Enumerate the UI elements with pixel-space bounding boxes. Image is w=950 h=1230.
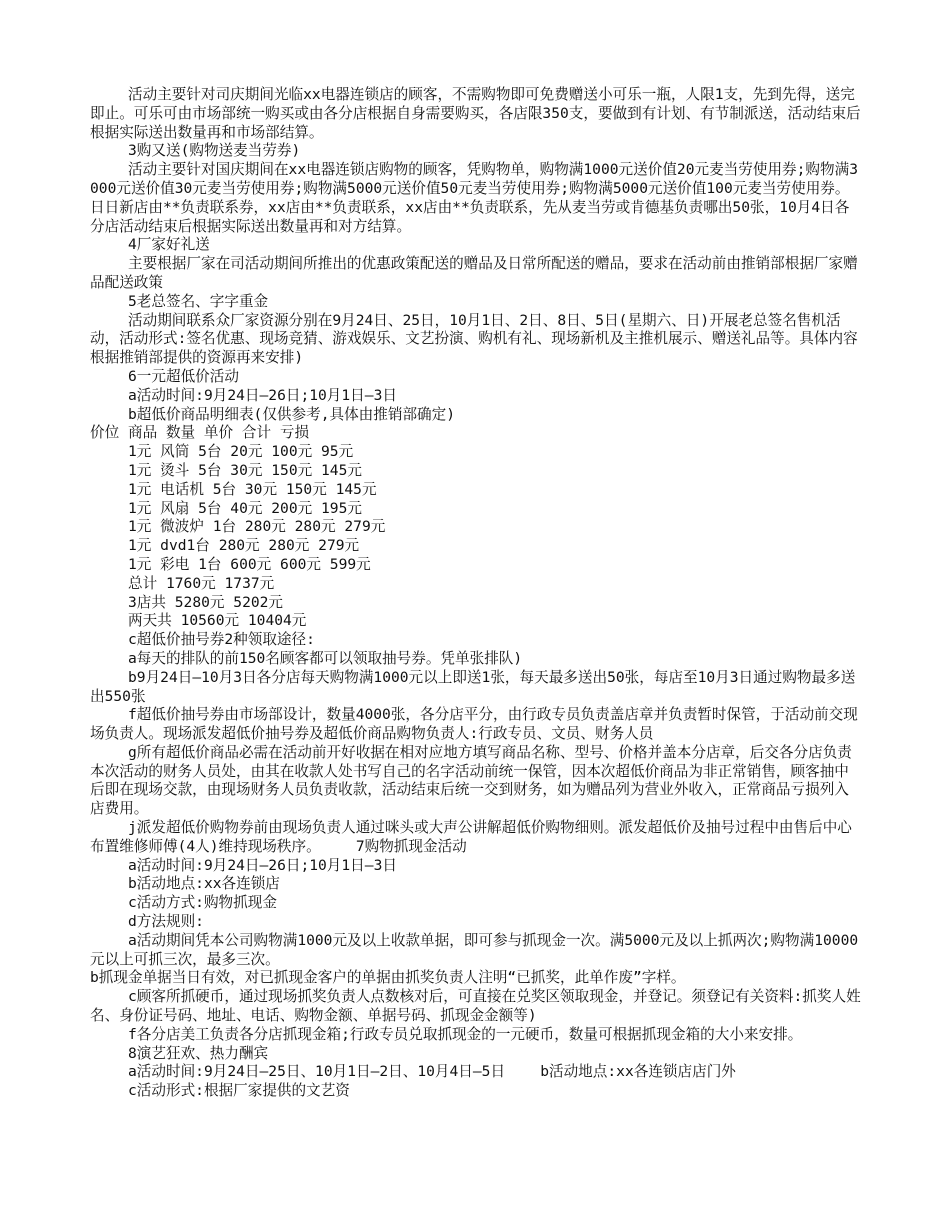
section-heading: 5老总签名、字字重金: [128, 292, 269, 310]
section-heading: 6一元超低价活动: [128, 367, 239, 385]
paragraph: c顾客所抓硬币，通过现场抓奖负责人点数核对后，可直接在兑奖区领取现金，并登记。须登记有关资料:抓奖人姓名、身份证号码、地址、电话、购物金额、单据号码、抓现金金额等): [90, 988, 861, 1025]
paragraph: 主要根据厂家在司活动期间所推出的优惠政策配送的赠品及日常所配送的赠品，要求在活动前由推销部根据厂家赠品配送政策: [90, 255, 858, 291]
list-item: c活动形式:根据厂家提供的文艺资: [128, 1082, 350, 1100]
table-row: 1元 彩电 1台 600元 600元 599元: [128, 555, 371, 573]
table-row: 1元 烫斗 5台 30元 150元 145元: [128, 461, 362, 479]
list-item: a活动时间:9月24日—26日;10月1日—3日: [128, 856, 397, 874]
table-total-row: 3店共 5280元 5202元: [128, 593, 284, 611]
list-item: c活动方式:购物抓现金: [128, 894, 277, 912]
table-header: 价位 商品 数量 单价 合计 亏损: [90, 424, 310, 442]
paragraph: 活动主要针对国庆期间在xx电器连锁店购物的顾客，凭购物单，购物满1000元送价值20元麦当劳使用券;购物满3000元送价值30元麦当劳使用券;购物满5000元送价值50元麦当劳使用券;购物满5000元送价值100元麦当劳使用券。: [90, 161, 858, 197]
table-row: 1元 风筒 5台 20元 100元 95元: [128, 443, 354, 461]
list-item: a活动时间:9月24日—25日、10月1日—2日、10月4日—5日 b活动地点:xx各连锁店店门外: [128, 1063, 736, 1081]
paragraph: 活动期间联系众厂家资源分别在9月24日、25日，10月1日、2日、8日、5日(星期六、日)开展老总签名售机活动，活动形式:签名优惠、现场竞猜、游戏娱乐、文艺扮演、购机有礼、现场新机及主推机展示、赠送礼品等。具体内容根据推销部提供的资源再来安排): [90, 311, 858, 367]
paragraph: j派发超低价购物券前由现场负责人通过咪头或大声公讲解超低价购物细则。派发超低价及抽号过程中由售后中心布置维修师傅(4人)维持现场秩序。 7购物抓现金活动: [90, 819, 852, 855]
paragraph: a活动期间凭本公司购物满1000元及以上收款单据，即可参与抓现金一次。满5000元及以上抓两次;购物满10000元以上可抓三次，最多三次。: [90, 931, 859, 968]
table-row: 1元 风扇 5台 40元 200元 195元: [128, 499, 362, 517]
list-item: a每天的排队的前150名顾客都可以领取抽号券。凭单张排队): [128, 649, 523, 667]
list-item: a活动时间:9月24日—26日;10月1日—3日: [128, 386, 397, 404]
paragraph: 日日新店由**负责联系券，xx店由**负责联系，xx店由**负责联系，先从麦当劳或肯德基负责哪出50张，10月4日各分店活动结束后根据实际送出数量再和对方结算。: [90, 198, 850, 235]
table-row: 1元 dvd1台 280元 280元 279元: [128, 537, 360, 555]
section-heading: 8演艺狂欢、热力酬宾: [128, 1044, 269, 1062]
table-row: 1元 微波炉 1台 280元 280元 279元: [128, 518, 386, 536]
list-item: b超低价商品明细表(仅供参考,具体由推销部确定): [128, 405, 456, 423]
paragraph: 活动主要针对司庆期间光临xx电器连锁店的顾客，不需购物即可免费赠送小可乐一瓶，人限1支，先到先得，送完即止。可乐可由市场部统一购买或由各分店根据自身需要购买，各店限350支，要做到有计划、有节制派送，活动结束后根据实际送出数量再和市场部结算。: [90, 86, 861, 141]
section-heading: 4厂家好礼送: [128, 236, 210, 254]
list-item: d方法规则:: [128, 913, 204, 931]
section-heading: 3购又送(购物送麦当劳券): [128, 142, 301, 160]
paragraph: f超低价抽号券由市场部设计，数量4000张，各分店平分，由行政专员负责盖店章并负责暂时保管，于活动前交现场负责人。现场派发超低价抽号券及超低价商品购物负责人:行政专员、文员、财务人员: [90, 706, 858, 743]
paragraph: b抓现金单据当日有效，对已抓现金客户的单据由抓奖负责人注明“已抓奖，此单作废”字样。: [90, 969, 686, 987]
list-item: c超低价抽号券2种领取途径:: [128, 631, 315, 649]
paragraph: b9月24日—10月3日各分店每天购物满1000元以上即送1张，每天最多送出50张，每店至10月3日通过购物最多送出550张: [90, 668, 856, 705]
paragraph: f各分店美工负责各分店抓现金箱;行政专员兑取抓现金的一元硬币，数量可根据抓现金箱的大小来安排。: [128, 1025, 803, 1043]
paragraph: g所有超低价商品必需在活动前开好收据在相对应地方填写商品名称、型号、价格并盖本分店章，后交各分店负责本次活动的财务人员处，由其在收款人处书写自己的名字活动前统一保管，因本次超低价商品为非正常销售，顾客抽中后即在现场交款，由现场财务人员负责收款，活动结束后统一交到财务，如为赠品列为营业外收入，正常商品亏损列入店费用。: [90, 743, 852, 818]
table-total-row: 总计 1760元 1737元: [128, 574, 275, 592]
list-item: b活动地点:xx各连锁店: [128, 875, 280, 893]
table-row: 1元 电话机 5台 30元 150元 145元: [128, 480, 377, 498]
table-total-row: 两天共 10560元 10404元: [128, 612, 307, 630]
